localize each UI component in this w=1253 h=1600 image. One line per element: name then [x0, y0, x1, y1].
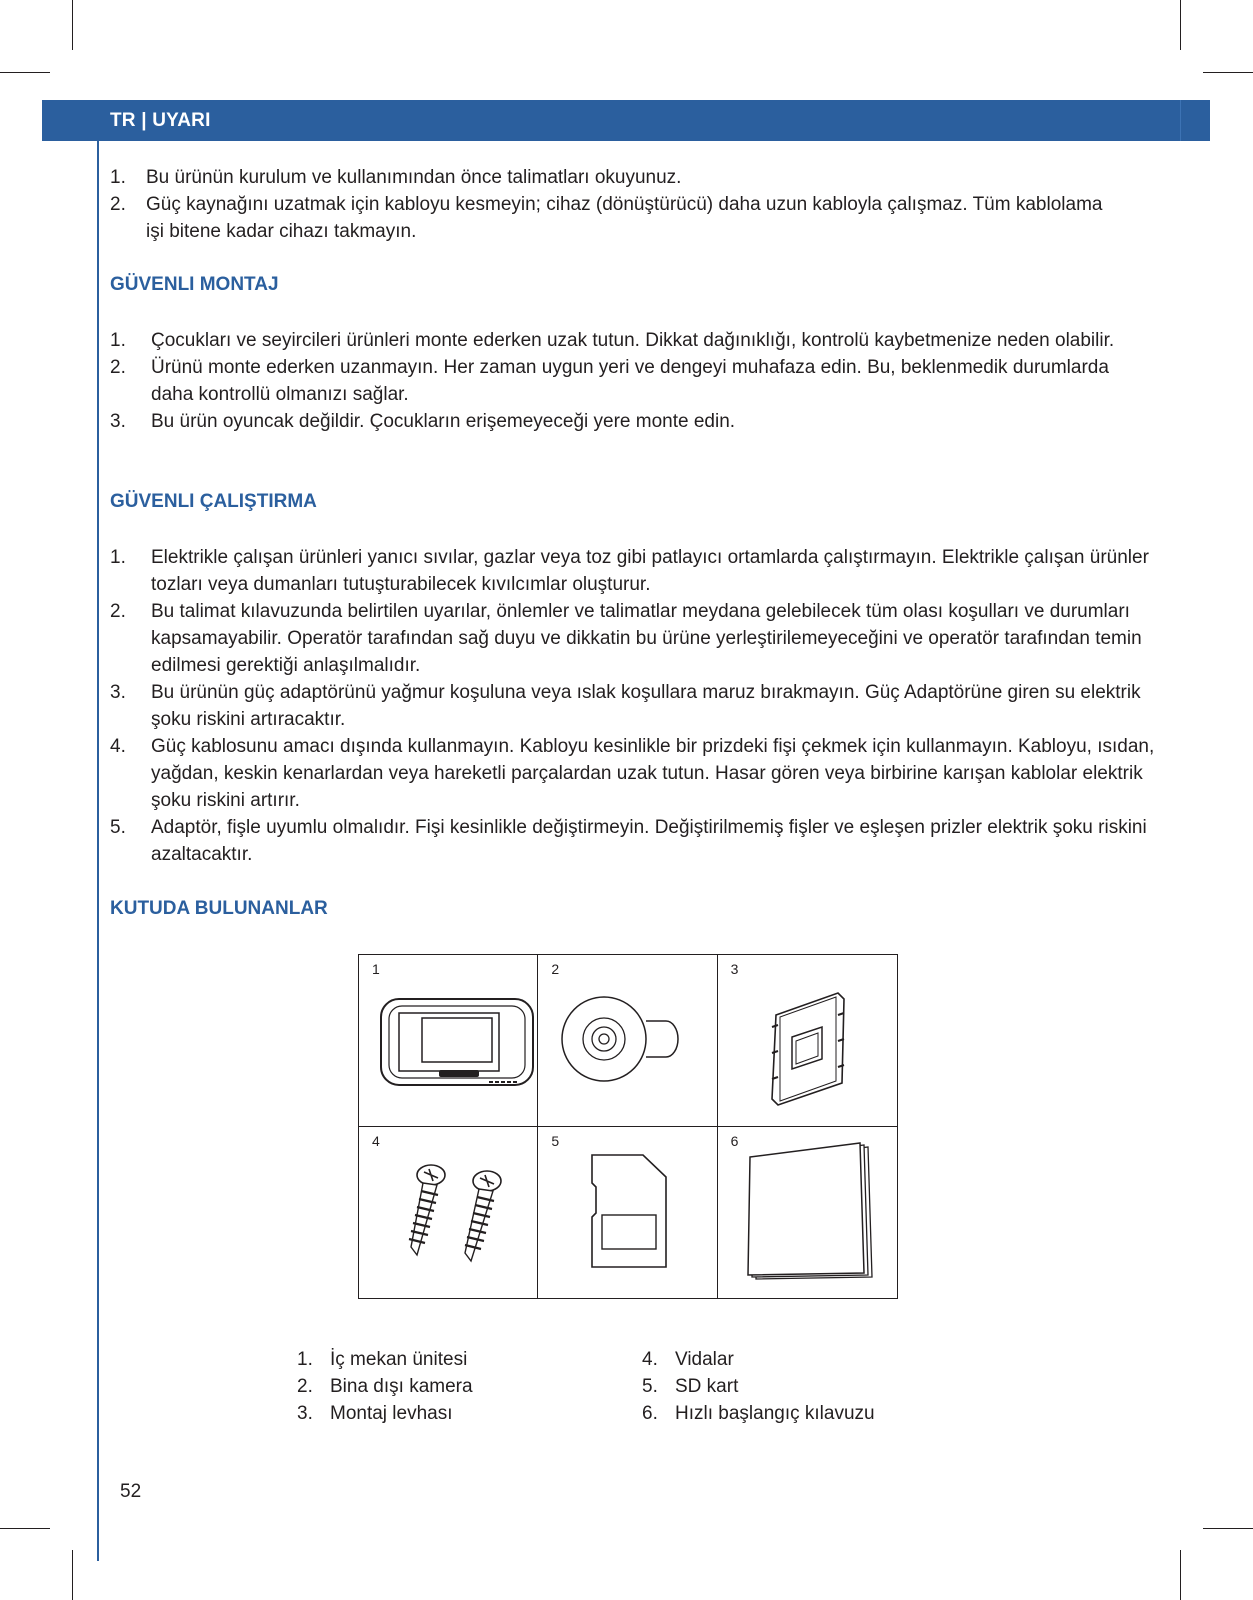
indoor-unit-icon [359, 955, 539, 1127]
margin-rule [97, 141, 99, 1561]
list-item: 2. Bu talimat kılavuzunda belirtilen uyarılar, önlemler ve talimatlar meydana gelebilecek tüm olası koşulları ve durumları kapsamayabilir. Operatör tarafından sağ duyu ve dikkatin bu ürüne yerleştirilemeyeceğini ve operatör tarafından temin edilmesi gerektiği anlaşılmalıdır. [110, 601, 1142, 676]
legend-item: 2. Bina dışı kamera [297, 1376, 473, 1397]
crop-mark [72, 1550, 73, 1600]
contents-grid [358, 954, 898, 1299]
grid-cell: 3 [718, 955, 897, 1127]
sd-card-icon [538, 1127, 718, 1299]
contents-legend-right [642, 1346, 875, 1427]
crop-mark [72, 0, 73, 50]
screws-icon [359, 1127, 539, 1299]
crop-mark [1203, 72, 1253, 73]
list-item: 3. Bu ürünün güç adaptörünü yağmur koşuluna veya ıslak koşullara maruz bırakmayın. Güç Adaptörüne giren su elektrik şoku riskini artıracaktır. [110, 682, 1141, 730]
list-item: 1. Çocukları ve seyircileri ürünleri monte ederken uzak tutun. Dikkat dağınıklığı, kontrolü kaybetmenize neden olabilir. [110, 330, 1115, 351]
crop-mark [1180, 0, 1181, 50]
list-item: 1. Elektrikle çalışan ürünleri yanıcı sıvılar, gazlar veya toz gibi patlayıcı ortamlarda çalıştırmayın. Elektrikle çalışan ürünler tozları veya dumanları tutuşturabilecek kıvılcımlar oluşturur. [110, 547, 1149, 595]
mounting-plate-icon [718, 955, 898, 1127]
list-item: 3. Bu ürün oyuncak değildir. Çocukların erişemeyeceği yere monte edin. [110, 411, 736, 432]
crop-mark [0, 1528, 50, 1529]
crop-mark [1180, 1550, 1181, 1600]
contents-legend-left [297, 1346, 473, 1427]
page-title: TR | UYARI [110, 109, 211, 131]
legend-item: 1. İç mekan ünitesi [297, 1349, 468, 1370]
legend-item: 6. Hızlı başlangıç kılavuzu [642, 1403, 875, 1424]
warnings-list [110, 164, 1120, 245]
grid-cell: 1 [359, 955, 538, 1127]
list-item: 1. Bu ürünün kurulum ve kullanımından önce talimatları okuyunuz. [110, 167, 682, 188]
list-item: 4. Güç kablosunu amacı dışında kullanmayın. Kabloyu kesinlikle bir prizdeki fişi çekmek için kullanmayın. Kabloyu, ısıdan, yağdan, keskin kenarlardan veya hareketli parçalardan uzak tutun. Hasar gören veya birbirine karışan kablolar elektrik şoku riskini artırır. [110, 736, 1155, 811]
list-item: 2. Ürünü monte ederken uzanmayın. Her zaman uygun yeri ve dengeyi muhafaza edin. Bu, beklenmedik durumlarda daha kontrollü olmanızı sağlar. [110, 357, 1109, 405]
outdoor-camera-icon [538, 955, 718, 1127]
header-tab [1180, 100, 1210, 141]
grid-cell: 6 [718, 1127, 897, 1299]
grid-cell: 2 [538, 955, 717, 1127]
heading-safe-operation: GÜVENLI ÇALIŞTIRMA [110, 491, 317, 512]
safe-operation-list [110, 544, 1155, 868]
legend-item: 3. Montaj levhası [297, 1403, 453, 1424]
legend-item: 5. SD kart [642, 1376, 739, 1397]
list-item: 2. Güç kaynağını uzatmak için kabloyu kesmeyin; cihaz (dönüştürücü) daha uzun kabloyla çalışmaz. Tüm kablolama işi bitene kadar cihazı takmayın. [110, 194, 1103, 242]
crop-mark [1203, 1528, 1253, 1529]
section-header [42, 100, 1210, 141]
heading-box-contents: KUTUDA BULUNANLAR [110, 898, 328, 919]
heading-safe-mounting: GÜVENLI MONTAJ [110, 274, 279, 295]
quick-start-guide-icon [718, 1127, 898, 1299]
legend-item: 4. Vidalar [642, 1349, 734, 1370]
safe-mounting-list [110, 327, 1140, 435]
list-item: 5. Adaptör, fişle uyumlu olmalıdır. Fişi kesinlikle değiştirmeyin. Değiştirilmemiş fişler ve eşleşen prizler elektrik şoku riskini azaltacaktır. [110, 817, 1147, 865]
crop-mark [0, 72, 50, 73]
grid-cell: 5 [538, 1127, 717, 1299]
page-number: 52 [120, 1481, 142, 1502]
grid-cell: 4 [359, 1127, 538, 1299]
